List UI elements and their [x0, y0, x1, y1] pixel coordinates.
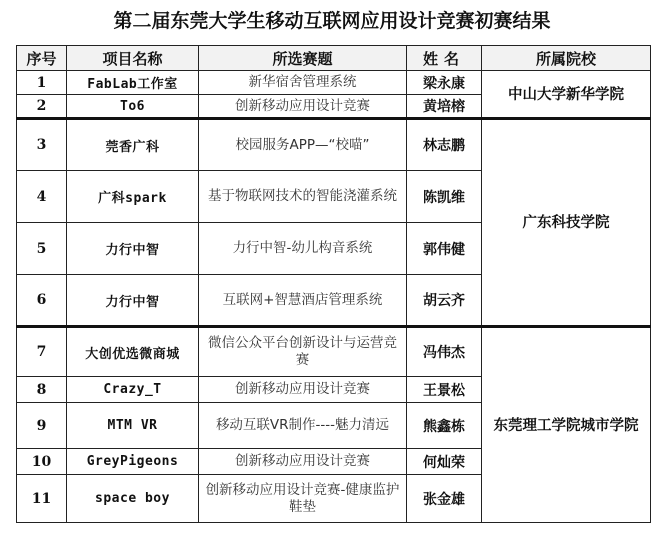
row-topic: 微信公众平台创新设计与运营竞赛 — [199, 327, 407, 377]
row-project: 力行中智 — [67, 275, 199, 327]
row-name: 胡云齐 — [407, 275, 482, 327]
school-dongguan: 东莞理工学院城市学院 — [482, 327, 651, 523]
row-no: 1 — [17, 71, 67, 95]
row-topic: 移动互联VR制作----魅力清远 — [199, 403, 407, 449]
header-row — [17, 46, 651, 71]
row-project: MTM VR — [67, 403, 199, 449]
row-name: 王景松 — [407, 377, 482, 403]
row-project: 广科spark — [67, 171, 199, 223]
row-topic: 创新移动应用设计竞赛 — [199, 377, 407, 403]
row-topic: 创新移动应用设计竞赛-健康监护鞋垫 — [199, 475, 407, 523]
row-project: 力行中智 — [67, 223, 199, 275]
row-topic: 互联网+智慧酒店管理系统 — [199, 275, 407, 327]
row-name: 张金雄 — [407, 475, 482, 523]
row-name: 陈凯维 — [407, 171, 482, 223]
row-no: 9 — [17, 403, 67, 449]
header-topic: 所选赛题 — [199, 46, 407, 71]
school-guangke: 广东科技学院 — [482, 119, 651, 327]
row-name: 黄培榕 — [407, 95, 482, 119]
row-no: 3 — [17, 119, 67, 171]
row-no: 2 — [17, 95, 67, 119]
school-zhongshan: 中山大学新华学院 — [482, 71, 651, 119]
row-topic: 新华宿舍管理系统 — [199, 71, 407, 95]
row-project: To6 — [67, 95, 199, 119]
row-no: 6 — [17, 275, 67, 327]
row-no: 5 — [17, 223, 67, 275]
row-project: Crazy_T — [67, 377, 199, 403]
row-topic: 力行中智-幼儿构音系统 — [199, 223, 407, 275]
header-project: 项目名称 — [67, 46, 199, 71]
row-name: 郭伟健 — [407, 223, 482, 275]
row-no: 11 — [17, 475, 67, 523]
row-name: 何灿荣 — [407, 449, 482, 475]
row-topic: 基于物联网技术的智能浇灌系统 — [199, 171, 407, 223]
row-no: 7 — [17, 327, 67, 377]
row-topic: 创新移动应用设计竞赛 — [199, 449, 407, 475]
row-project: 莞香广科 — [67, 119, 199, 171]
row-project: FabLab工作室 — [67, 71, 199, 95]
row-name: 冯伟杰 — [407, 327, 482, 377]
table-row — [17, 327, 651, 377]
row-no: 10 — [17, 449, 67, 475]
table-row — [17, 71, 651, 95]
row-no: 8 — [17, 377, 67, 403]
header-school: 所属院校 — [482, 46, 651, 71]
header-name: 姓名 — [407, 46, 482, 71]
row-topic: 创新移动应用设计竞赛 — [199, 95, 407, 119]
row-project: GreyPigeons — [67, 449, 199, 475]
row-topic: 校园服务APP—“校喵” — [199, 119, 407, 171]
row-name: 熊鑫栋 — [407, 403, 482, 449]
row-project: space boy — [67, 475, 199, 523]
page-title: 第二届东莞大学生移动互联网应用设计竞赛初赛结果 — [113, 10, 551, 32]
row-project: 大创优选微商城 — [67, 327, 199, 377]
row-name: 梁永康 — [407, 71, 482, 95]
row-no: 4 — [17, 171, 67, 223]
table-row — [17, 119, 651, 171]
header-no: 序号 — [17, 46, 67, 71]
results-table — [16, 45, 651, 523]
row-name: 林志鹏 — [407, 119, 482, 171]
